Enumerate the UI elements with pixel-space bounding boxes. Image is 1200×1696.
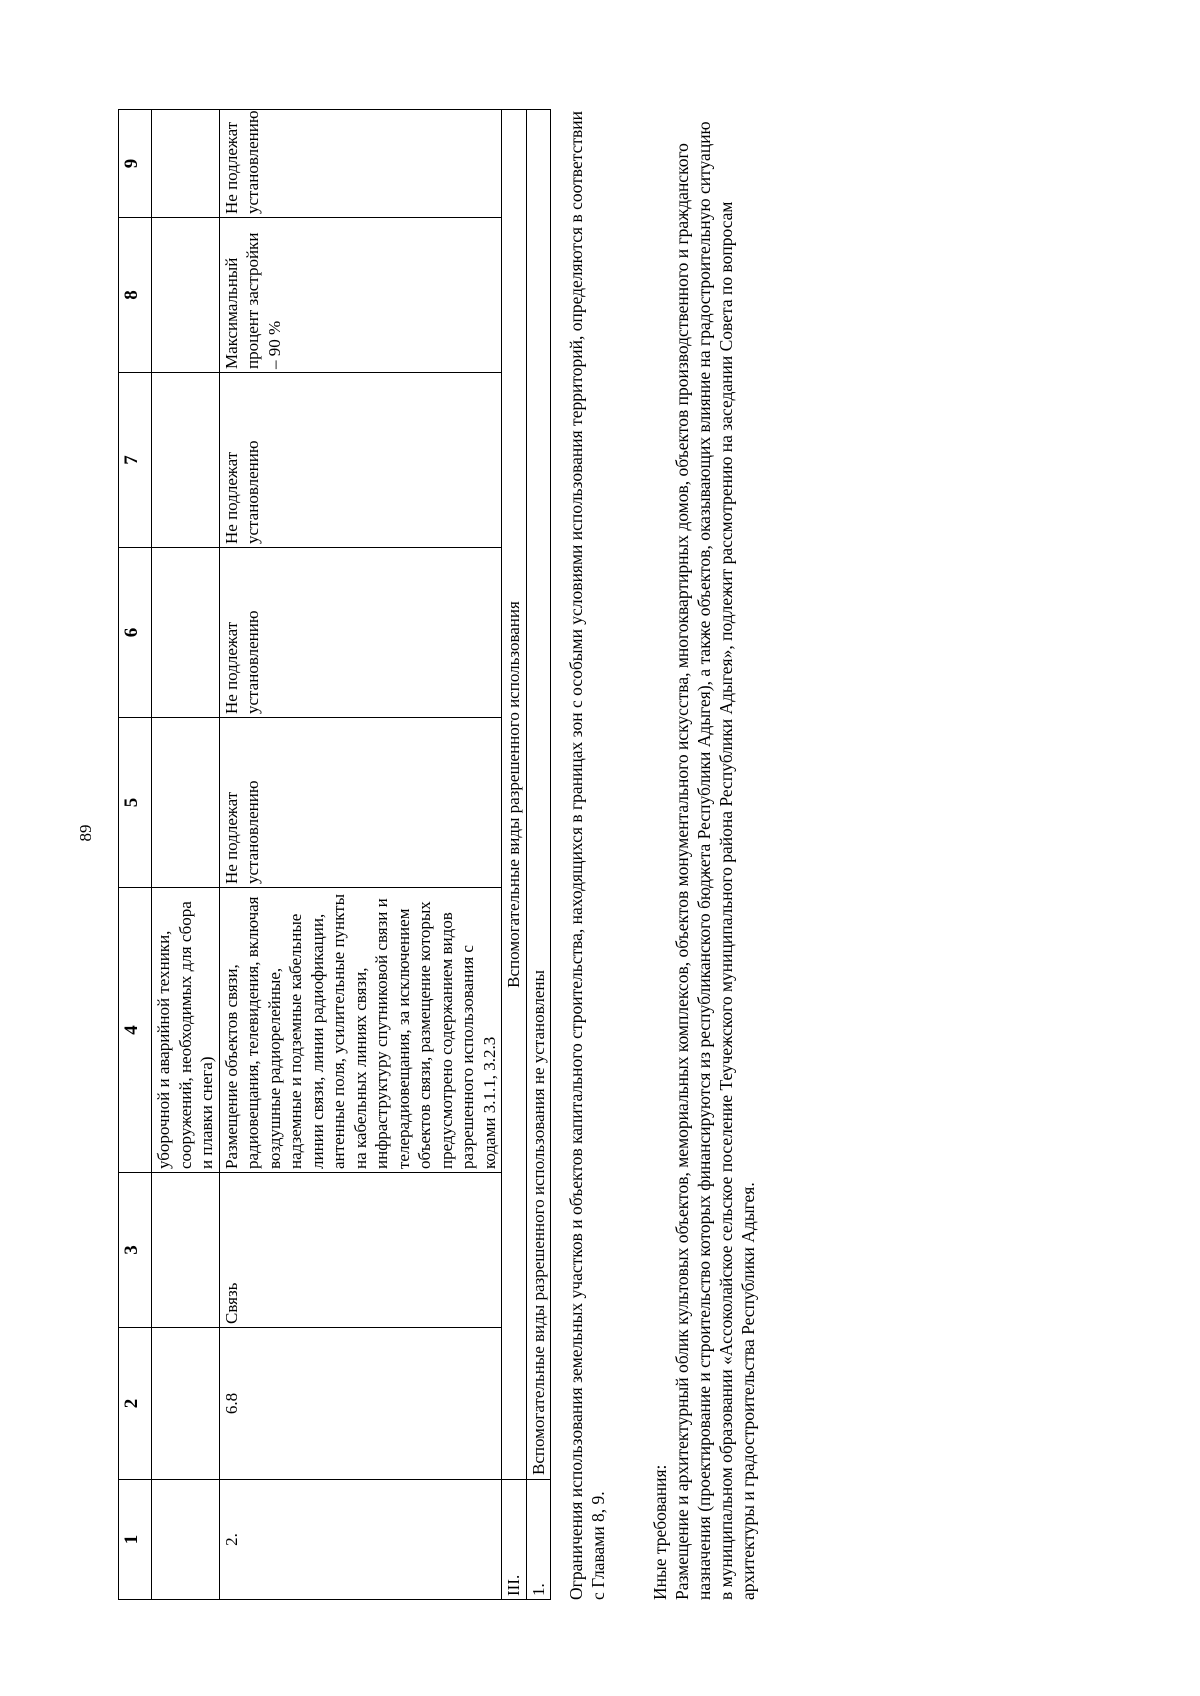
header-col-7: 7	[119, 373, 152, 548]
param-col-5: Не подлежат установлению	[219, 718, 502, 888]
table-cell	[152, 1173, 220, 1328]
table-cell	[152, 1480, 220, 1600]
other-requirements-text: Размещение и архитектурный облик культовых объектов, мемориальных комплексов, объектов монументального искусства, многоквартирных домов, объектов производственного и гражданского назначения (проектирование и строительство которых финансируются из республиканского бюджета Республики Адыгея), а также объектов, оказывающих влияние на градостроительную ситуацию в муниципальном образовании «Ассоколайское сельское поселение Теучежского муниципального района Республики Адыгея», подлежит рассмотрению на заседании Совета по вопросам архитектуры и градостроительства Республики Адыгея.	[672, 121, 758, 1600]
use-description: Размещение объектов связи, радиовещания, телевидения, включая воздушные радиорелейные, надземные и подземные кабельные линии связи, линии радиофикации, антенные поля, усилительные пункты на кабельных линиях связи, инфраструктуру спутниковой связи и телерадиовещания, за исключением объектов связи, размещение которых предусмотрено содержанием видов разрешенного использования с кодами 3.1.1, 3.2.3	[219, 888, 502, 1173]
row-text: Вспомогательные виды разрешенного использования не установлены	[526, 110, 551, 1480]
param-col-7: Не подлежат установлению	[219, 373, 502, 548]
row-number: 1.	[526, 1480, 551, 1600]
table-cell	[152, 1328, 220, 1480]
header-col-5: 5	[119, 718, 152, 888]
other-requirements-heading: Иные требования:	[650, 1464, 670, 1600]
table-cell	[152, 218, 220, 373]
header-col-6: 6	[119, 548, 152, 718]
section-number: III.	[502, 1480, 527, 1600]
table-cell	[152, 548, 220, 718]
page-number: 89	[76, 824, 95, 842]
header-col-1: 1	[119, 1480, 152, 1600]
table-cell	[152, 718, 220, 888]
param-col-6: Не подлежат установлению	[219, 548, 502, 718]
table-row-communication	[219, 110, 502, 1600]
use-name: Связь	[219, 1173, 502, 1328]
header-col-2: 2	[119, 1328, 152, 1480]
row-number: 2.	[219, 1480, 502, 1600]
continuation-description: уборочной и аварийной техники, сооружений, необходимых для сбора и плавки снега)	[152, 888, 220, 1173]
table-cell	[152, 373, 220, 548]
section-title: Вспомогательные виды разрешенного использования	[502, 110, 527, 1480]
use-code: 6.8	[219, 1328, 502, 1480]
continuation-row	[152, 110, 220, 1600]
param-col-8: Максимальный процент застройки – 90 %	[219, 218, 502, 373]
table-header-row	[119, 110, 152, 1600]
other-requirements	[649, 110, 759, 1600]
header-col-8: 8	[119, 218, 152, 373]
restrictions-paragraph: Ограничения использования земельных участков и объектов капитального строительства, находящихся в границах зон с особыми условиями использования территорий, определяются в соответствии с Главами 8, 9.	[566, 111, 608, 1600]
header-col-9: 9	[119, 110, 152, 218]
table-cell	[152, 110, 220, 218]
regulations-table	[118, 109, 551, 1600]
header-col-4: 4	[119, 888, 152, 1173]
rotated-page-content	[118, 110, 918, 1600]
table-row	[526, 110, 551, 1600]
section-row	[502, 110, 527, 1600]
param-col-9: Не подлежат установлению	[219, 110, 502, 218]
header-col-3: 3	[119, 1173, 152, 1328]
